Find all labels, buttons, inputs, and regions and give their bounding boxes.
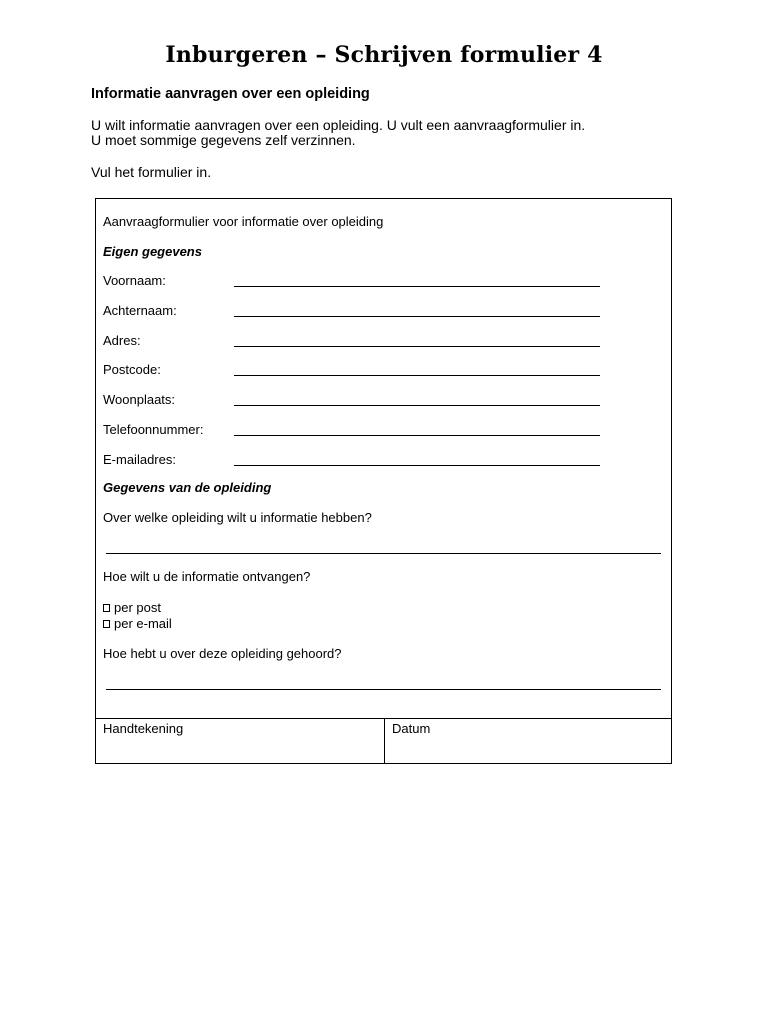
option-label-per-post: per post — [114, 600, 161, 615]
instruction-text: Vul het formulier in. — [91, 164, 212, 180]
section-heading-course: Gegevens van de opleiding — [103, 480, 272, 495]
page-title: Inburgeren – Schrijven formulier 4 — [165, 42, 603, 68]
intro-text — [91, 118, 585, 148]
question-receive: Hoe wilt u de informatie ontvangen? — [103, 569, 311, 584]
signature-divider — [384, 719, 385, 764]
field-label-adres: Adres: — [103, 333, 141, 348]
field-line-achternaam[interactable] — [234, 316, 600, 317]
form-title: Aanvraagformulier voor informatie over opleiding — [103, 214, 384, 229]
signature-row — [96, 718, 671, 763]
field-line-emailadres[interactable] — [234, 465, 600, 466]
answer-line-course[interactable] — [106, 553, 661, 554]
option-label-per-email: per e-mail — [114, 616, 172, 631]
question-heard: Hoe hebt u over deze opleiding gehoord? — [103, 646, 342, 661]
field-label-postcode: Postcode: — [103, 362, 161, 377]
intro-line-2: U moet sommige gegevens zelf verzinnen. — [91, 132, 356, 148]
field-line-woonplaats[interactable] — [234, 405, 600, 406]
checkbox-icon[interactable] — [103, 604, 110, 612]
page-subtitle: Informatie aanvragen over een opleiding — [91, 86, 370, 102]
field-label-voornaam: Voornaam: — [103, 273, 166, 288]
option-per-email[interactable] — [103, 616, 172, 631]
field-line-postcode[interactable] — [234, 375, 600, 376]
section-heading-personal: Eigen gegevens — [103, 244, 202, 259]
field-label-emailadres: E-mailadres: — [103, 452, 176, 467]
date-label: Datum — [392, 721, 431, 736]
field-label-achternaam: Achternaam: — [103, 303, 177, 318]
signature-label: Handtekening — [103, 721, 184, 736]
checkbox-icon[interactable] — [103, 620, 110, 628]
field-line-voornaam[interactable] — [234, 286, 600, 287]
question-course: Over welke opleiding wilt u informatie hebben? — [103, 510, 372, 525]
field-line-telefoonnummer[interactable] — [234, 435, 600, 436]
answer-line-heard[interactable] — [106, 689, 661, 690]
field-line-adres[interactable] — [234, 346, 600, 347]
field-label-woonplaats: Woonplaats: — [103, 392, 176, 407]
field-label-telefoonnummer: Telefoonnummer: — [103, 422, 204, 437]
application-form — [95, 198, 672, 764]
intro-line-1: U wilt informatie aanvragen over een opleiding. U vult een aanvraagformulier in. — [91, 117, 586, 133]
option-per-post[interactable] — [103, 600, 161, 615]
